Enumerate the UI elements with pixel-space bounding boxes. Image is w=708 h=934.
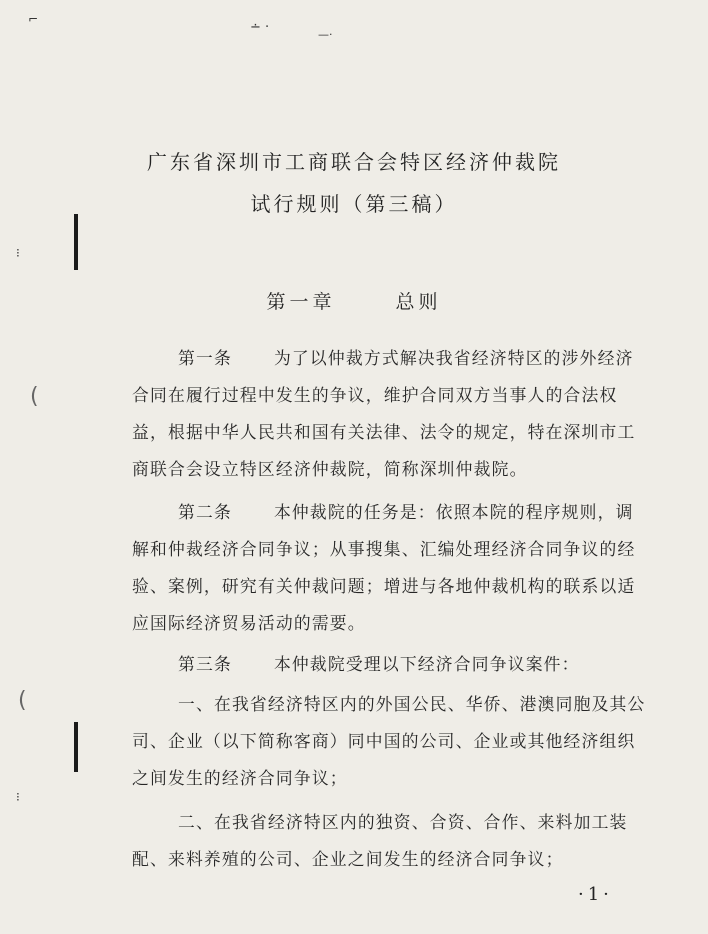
article-1 — [132, 340, 650, 488]
scan-speck: ( — [18, 688, 27, 713]
binding-mark — [74, 214, 78, 270]
list-item-1 — [132, 686, 650, 797]
article-3-head: 第三条 — [178, 654, 232, 674]
scan-speck: —· — [318, 28, 333, 41]
scan-speck: ∸ · — [250, 20, 270, 35]
list-item-2 — [132, 804, 650, 878]
article-3 — [132, 646, 650, 683]
chapter-name: 总则 — [395, 291, 442, 313]
article-2 — [132, 494, 650, 642]
scan-speck: ⌐ — [28, 12, 39, 26]
article-1-body: 为了以仲裁方式解决我省经济特区的涉外经济合同在履行过程中发生的争议，维护合同双方当事人的合法权益，根据中华人民共和国有关法律、法令的规定，特在深圳市工商联合会设立特区经济仲裁院，简称深圳仲裁院。 — [132, 348, 636, 479]
scan-speck: ( — [30, 384, 39, 409]
list-item-1-text: 一、在我省经济特区内的外国公民、华侨、港澳同胞及其公司、企业（以下简称客商）同中国的公司、企业或其他经济组织之间发生的经济合同争议； — [132, 694, 646, 788]
list-item-2-text: 二、在我省经济特区内的独资、合资、合作、来料加工装配、来料养殖的公司、企业之间发生的经济合同争议； — [132, 812, 628, 869]
document-title: 广东省深圳市工商联合会特区经济仲裁院 — [147, 150, 561, 174]
article-2-head: 第二条 — [178, 502, 232, 522]
document-subtitle: 试行规则（第三稿） — [250, 192, 458, 216]
scan-speck: ⁝ — [16, 246, 20, 260]
chapter-heading — [0, 287, 708, 314]
article-3-body: 本仲裁院受理以下经济合同争议案件： — [273, 654, 580, 674]
scan-speck: ⁝ — [16, 790, 20, 804]
article-1-head: 第一条 — [178, 348, 232, 368]
chapter-number: 第一章 — [266, 291, 336, 313]
binding-mark — [74, 722, 78, 772]
page-number: ·1· — [578, 884, 613, 905]
article-2-body: 本仲裁院的任务是：依照本院的程序规则，调解和仲裁经济合同争议；从事搜集、汇编处理经济合同争议的经验、案例，研究有关仲裁问题；增进与各地仲裁机构的联系以适应国际经济贸易活动的需要。 — [132, 502, 636, 633]
